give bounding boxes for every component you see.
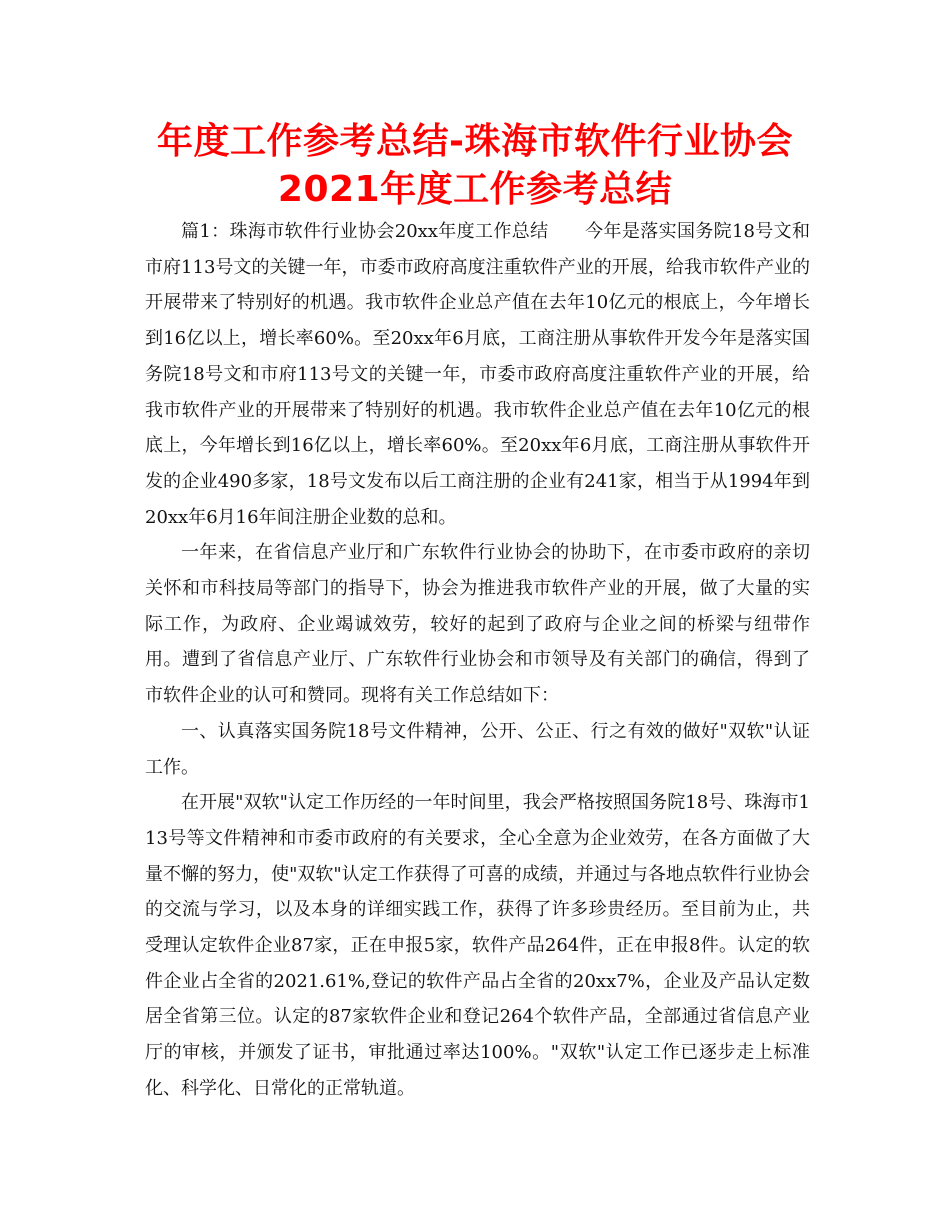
paragraph-4: 在开展"双软"认定工作历经的一年时间里，我会严格按照国务院18号、珠海市113号等文件精神和市委市政府的有关要求，全心全意为企业效劳，在各方面做了大量不懈的努力，使"双软"认定工作获得了可喜的成绩，并通过与各地点软件行业协会的交流与学习，以及本身的详细实践工作，获得了许多珍贵经历。至目前为止，共受理认定软件企业87家，正在申报5家，软件产品264件，正在申报8件。认定的软件企业占全省的2021.61%,登记的软件产品占全省的20xx7%，企业及产品认定数居全省第三位。认定的87家软件企业和登记264个软件产品，全部通过省信息产业厅的审核，并颁发了证书，审批通过率达100%。"双软"认定工作已逐步走上标准化、科学化、日常化的正常轨道。 xyxy=(145,792,810,1099)
document-title: 年度工作参考总结-珠海市软件行业协会2021年度工作参考总结 xyxy=(157,121,793,210)
paragraph-1: 篇1：珠海市软件行业协会20xx年度工作总结 今年是落实国务院18号文和市府113号文的关键一年，市委市政府高度注重软件产业的开展，给我市软件产业的开展带来了特别好的机遇。我市软件企业总产值在去年10亿元的根底上，今年增长到16亿以上，增长率60%。至20xx年6月底，工商注册从事软件开发今年是落实国务院18号文和市府113号文的关键一年，市委市政府高度注重软件产业的开展，给我市软件产业的开展带来了特别好的机遇。我市软件企业总产值在去年10亿元的根底上，今年增长到16亿以上，增长率60%。至20xx年6月底，工商注册从事软件开发的企业490多家，18号文发布以后工商注册的企业有241家，相当于从1994年到20xx年6月16年间注册企业数的总和。 xyxy=(145,221,810,528)
paragraph-2: 一年来，在省信息产业厅和广东软件行业协会的协助下，在市委市政府的亲切关怀和市科技局等部门的指导下，协会为推进我市软件产业的开展，做了大量的实际工作，为政府、企业竭诚效劳，较好的起到了政府与企业之间的桥梁与纽带作用。遭到了省信息产业厅、广东软件行业协会和市领导及有关部门的确信，得到了市软件企业的认可和赞同。现将有关工作总结如下： xyxy=(145,542,810,707)
paragraph-3: 一、认真落实国务院18号文件精神，公开、公正、行之有效的做好"双软"认证工作。 xyxy=(145,720,810,778)
document-body xyxy=(145,214,810,1107)
